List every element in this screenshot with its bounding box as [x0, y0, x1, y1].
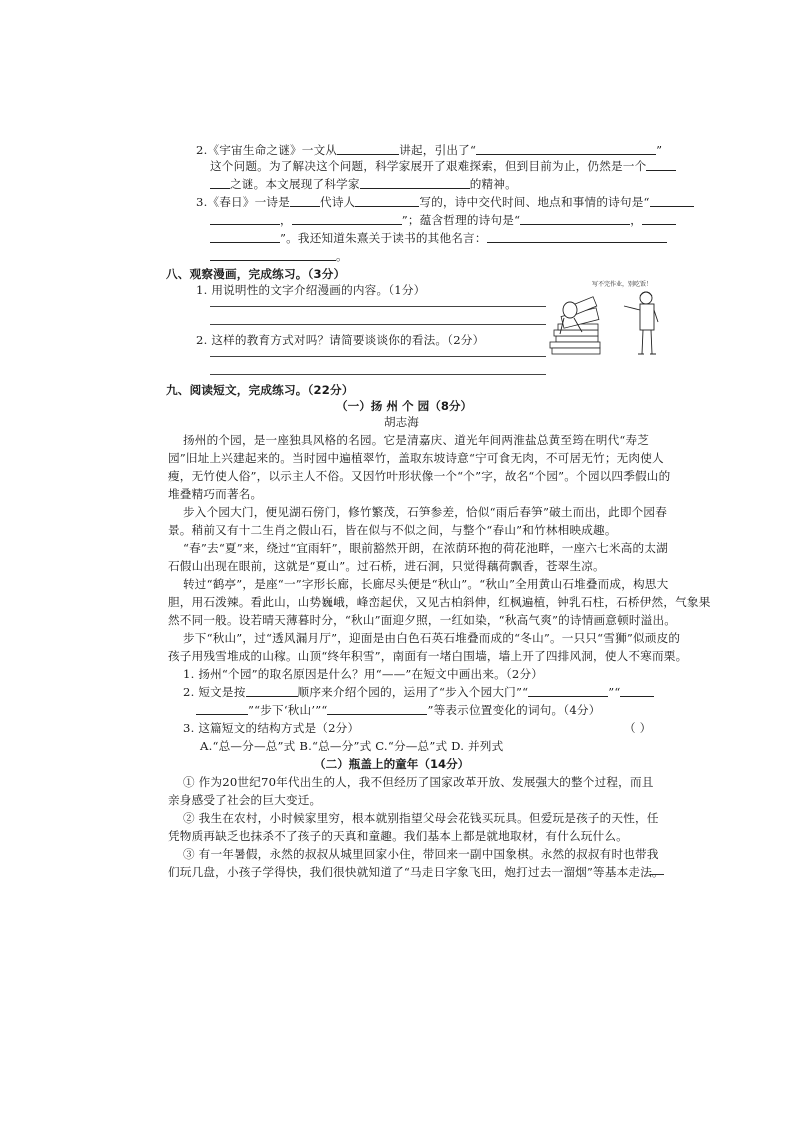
- passage-line: 步下“秋山”，过“透风漏月厅”，迎面是由白色石英石堆叠而成的“冬山”。一只只“雪狮”似顽皮的: [183, 631, 681, 645]
- passage1-question2-line2: ”“步下‘秋山’”“ ”等表示位置变化的词句。（4分）: [196, 702, 601, 718]
- passage-line: 扬州的个园，是一座独具风格的名园。它是清嘉庆、道光年间两淮盐总黄至筠在明代“寿芝: [183, 433, 650, 447]
- blank-field[interactable]: [246, 684, 298, 697]
- passage-line: 石假山出现在眼前，这就是“夏山”。过石桥，进石洞，只觉得藕荷飘香，苍翠生凉。: [168, 559, 605, 573]
- blank-field[interactable]: [292, 212, 402, 225]
- blank-field[interactable]: [642, 212, 676, 225]
- blank-field[interactable]: [646, 158, 676, 171]
- passage-line: 然不同一般。设若晴天薄暮时分，“秋山”面迎夕照，一红如染，“秋高气爽”的诗情画意顿时溢出。: [168, 613, 677, 627]
- cartoon-speech-text: 写不完作业，别吃饭！: [592, 281, 653, 288]
- passage-line: 堆叠精巧而著名。: [168, 487, 263, 501]
- blank-field[interactable]: [620, 684, 654, 697]
- passage-line: 景。稍前又有十二生肖之假山石，皆在似与不似之间，与整个“春山”和竹林相映成趣。: [168, 523, 617, 537]
- passage-line: ② 我生在农村，小时候家里穷，根本就别指望父母会花钱买玩具。但爱玩是孩子的天性，任: [183, 811, 659, 825]
- passage1-author: 胡志海: [384, 415, 419, 429]
- blank-field[interactable]: [210, 248, 336, 261]
- blank-field[interactable]: [360, 176, 470, 189]
- blank-field[interactable]: [528, 684, 608, 697]
- passage-line: ① 作为20世纪70年代出生的人，我不但经历了国家改革开放、发展强大的整个过程，而且: [183, 775, 654, 789]
- answer-line[interactable]: [210, 356, 546, 357]
- q7-item2-line1: 2.《宇宙生命之谜》一文从 讲起，引出了“ ”: [196, 143, 663, 157]
- q7-item2-line2: 这个问题。为了解决这个问题，科学家展开了艰难探索，但到目前为止，仍然是一个: [210, 158, 676, 174]
- passage1-question3: 3. 这篇短文的结构方式是（2分）: [183, 721, 360, 735]
- passage-line: 园”旧址上兴建起来的。当时园中遍植翠竹，盖取东坡诗意“宁可食无肉，不可居无竹；无肉使人: [168, 451, 664, 465]
- answer-line[interactable]: [210, 324, 546, 325]
- passage-line: 转过“鹤亭”，是座“一”字形长廊，长廊尽头便是“秋山”。“秋山”全用黄山石堆叠而成，构思大: [183, 577, 669, 591]
- page-number-mark: [650, 874, 664, 875]
- blank-field[interactable]: [290, 194, 320, 207]
- q8-question1: 1. 用说明性的文字介绍漫画的内容。（1分）: [196, 283, 426, 297]
- blank-field[interactable]: [487, 230, 667, 243]
- blank-field[interactable]: [210, 212, 280, 225]
- q7-item2-line3: 之谜。本文展现了科学家 的精神。: [210, 176, 517, 192]
- passage-line: 步入个园大门，便见湖石傍门，修竹繁茂，石笋参差，恰似“雨后春笋”破土而出，此即个园春: [183, 505, 668, 519]
- passage-line: 们玩几盘，小孩子学得快，我们很快就知道了“马走日字象飞田，炮打过去一溜烟”等基本走法。: [168, 865, 664, 879]
- passage-line: 孩子用残雪堆成的山稼。山顶“终年积雪”，南面有一堵白围墙，墙上开了四排风洞，使人不寒而栗。: [168, 649, 688, 663]
- passage-line: 胆，用石泼辣。看此山，山势巍峨，峰峦起伏，又见古柏斜伸，红枫遍植，钟乳石柱，石桥伊然，气象果: [168, 595, 711, 609]
- q7-item3-line1: 3.《春日》一诗是 代诗人 写的，诗中交代时间、地点和事情的诗句是“: [196, 194, 694, 210]
- passage1-question1: 1. 扬州“个园”的取名原因是什么？用“——”在短文中画出来。（2分）: [183, 667, 544, 681]
- passage-line: 瘦，无竹使人俗”，以示主人不俗。又因竹叶形状像一个“个”字，故名“个园”。个园以四季假山的: [168, 469, 671, 483]
- blank-field[interactable]: [476, 142, 656, 155]
- q8-heading: 八、观察漫画，完成练习。（3分）: [166, 267, 346, 281]
- passage-line: 凭物质再缺乏也抹杀不了孩子的天真和童趣。我们基本上都是就地取材，有什么玩什么。: [168, 829, 628, 843]
- q7-item3-line4: 。: [210, 248, 348, 264]
- passage-line: 亲身感受了社会的巨大变迁。: [168, 793, 322, 807]
- answer-line[interactable]: [210, 306, 546, 307]
- q7-item3-line3: ”。我还知道朱熹关于读书的其他名言：: [210, 230, 667, 246]
- passage-line: “春”去“夏”来，绕过“宜雨轩”，眼前豁然开朗，在浓荫环抱的荷花池畔，一座六七米高的太湖: [183, 541, 668, 555]
- blank-field[interactable]: [650, 194, 694, 207]
- blank-field[interactable]: [210, 176, 230, 189]
- blank-field[interactable]: [520, 212, 630, 225]
- cartoon-illustration: [548, 276, 678, 360]
- passage1-question3-options[interactable]: A.“总—分—总”式 B.“总—分”式 C.“分—总”式 D. 并列式: [200, 739, 504, 753]
- passage2-title: （二）瓶盖上的童年（14分）: [314, 757, 470, 771]
- passage1-title: （一）扬 州 个 园（8分）: [336, 399, 473, 413]
- q8-question2: 2. 这样的教育方式对吗？请简要谈谈你的看法。（2分）: [196, 333, 485, 347]
- q7-item3-line2: ， ”；蕴含哲理的诗句是“ ，: [210, 212, 676, 228]
- blank-field[interactable]: [327, 702, 427, 715]
- passage1-question2-line1: 2. 短文是按 顺序来介绍个园的，运用了“步入个园大门”“ ”“: [183, 684, 654, 700]
- q9-heading: 九、阅读短文，完成练习。（22分）: [166, 383, 354, 397]
- answer-paren[interactable]: （ ）: [624, 721, 652, 735]
- blank-field[interactable]: [337, 142, 399, 155]
- blank-field[interactable]: [355, 194, 419, 207]
- blank-field[interactable]: [196, 702, 248, 715]
- answer-line[interactable]: [210, 374, 546, 375]
- blank-field[interactable]: [210, 230, 280, 243]
- passage-line: ③ 有一年暑假，永然的叔叔从城里回家小住，带回来一副中国象棋。永然的叔叔有时也带我: [183, 847, 659, 861]
